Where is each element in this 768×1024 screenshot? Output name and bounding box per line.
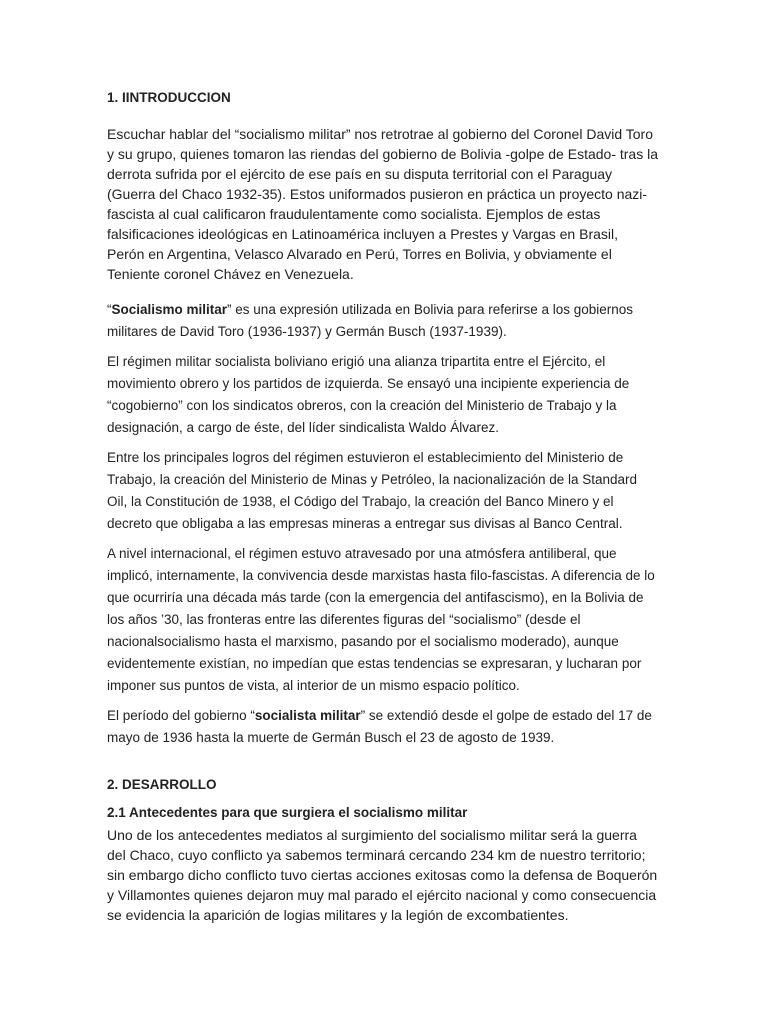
section-1-heading: 1. IINTRODUCCION (107, 90, 231, 105)
period-text-after: ” se extendió desde el golpe de estado del 17 de mayo de 1936 hasta la muerte de Germán Busch el 23 de agosto de 1939. (107, 708, 652, 745)
antecedents-paragraph: Uno de los antecedentes mediatos al surgimiento del socialismo militar será la guerra del Chaco, cuyo conflicto ya sabemos terminará cercando 234 km de nuestro territorio; sin embargo dicho conflicto tuvo ciertas acciones exitosas como la defensa de Boquerón y Villamontes quienes dejaron muy mal parado el ejército nacional y como consecuencia se evidencia la aparición de logias militares y la legión de excombatientes. (107, 827, 658, 923)
period-text-before: El período del gobierno “ (107, 708, 255, 723)
open-quote: “ (107, 302, 112, 317)
subsection-2-1-heading: 2.1 Antecedentes para que surgiera el socialismo militar (107, 805, 468, 820)
term-socialismo-militar: Socialismo militar (111, 302, 228, 317)
definition-text: ” es una expresión utilizada en Bolivia para referirse a los gobiernos militares de David Toro (1936-1937) y Germán Busch (1937-1939). (107, 302, 634, 339)
term-socialista-militar: socialista militar (254, 708, 361, 723)
international-paragraph: A nivel internacional, el régimen estuvo atravesado por una atmósfera antiliberal, que implicó, internamente, la convivencia desde marxistas hasta filo-fascistas. A diferencia de lo que ocurriría una década más tarde (con la emergencia del antifascismo), en la Bolivia de los años ’30, las fronteras entre las diferentes figuras del “socialismo” (desde el nacionalsocialismo hasta el marxismo, pasando por el socialismo moderado), aunque evidentemente existían, no impedían que estas tendencias se expresaran, y lucharan por imponer sus puntos de vista, al interior de un mismo espacio político. (107, 546, 655, 693)
section-2-heading: 2. DESARROLLO (107, 777, 217, 792)
document-page (107, 88, 659, 925)
definition-paragraph (107, 299, 659, 343)
period-paragraph (107, 705, 659, 749)
alliance-paragraph: El régimen militar socialista boliviano erigió una alianza tripartita entre el Ejército, el movimiento obrero y los partidos de izquierda. Se ensayó una incipiente experiencia de “cogobierno” con los sindicatos obreros, con la creación del Ministerio de Trabajo y la designación, a cargo de éste, del líder sindicalista Waldo Álvarez. (107, 354, 630, 435)
achievements-paragraph: Entre los principales logros del régimen estuvieron el establecimiento del Ministerio de Trabajo, la creación del Ministerio de Minas y Petróleo, la nacionalización de la Standard Oil, la Constitución de 1938, el Código del Trabajo, la creación del Banco Minero y el decreto que obligaba a las empresas mineras a entregar sus divisas al Banco Central. (107, 450, 638, 531)
intro-paragraph: Escuchar hablar del “socialismo militar” nos retrotrae al gobierno del Coronel David Toro y su grupo, quienes tomaron las riendas del gobierno de Bolivia -golpe de Estado- tras la derrota sufrida por el ejército de ese país en su disputa territorial con el Paraguay (Guerra del Chaco 1932-35). Estos uniformados pusieron en práctica un proyecto nazi-fascista al cual calificaron fraudulentamente como socialista. Ejemplos de estas falsificaciones ideológicas en Latinoamérica incluyen a Prestes y Vargas en Brasil, Perón en Argentina, Velasco Alvarado en Perú, Torres en Bolivia, y obviamente el Teniente coronel Chávez en Venezuela. (107, 126, 658, 282)
